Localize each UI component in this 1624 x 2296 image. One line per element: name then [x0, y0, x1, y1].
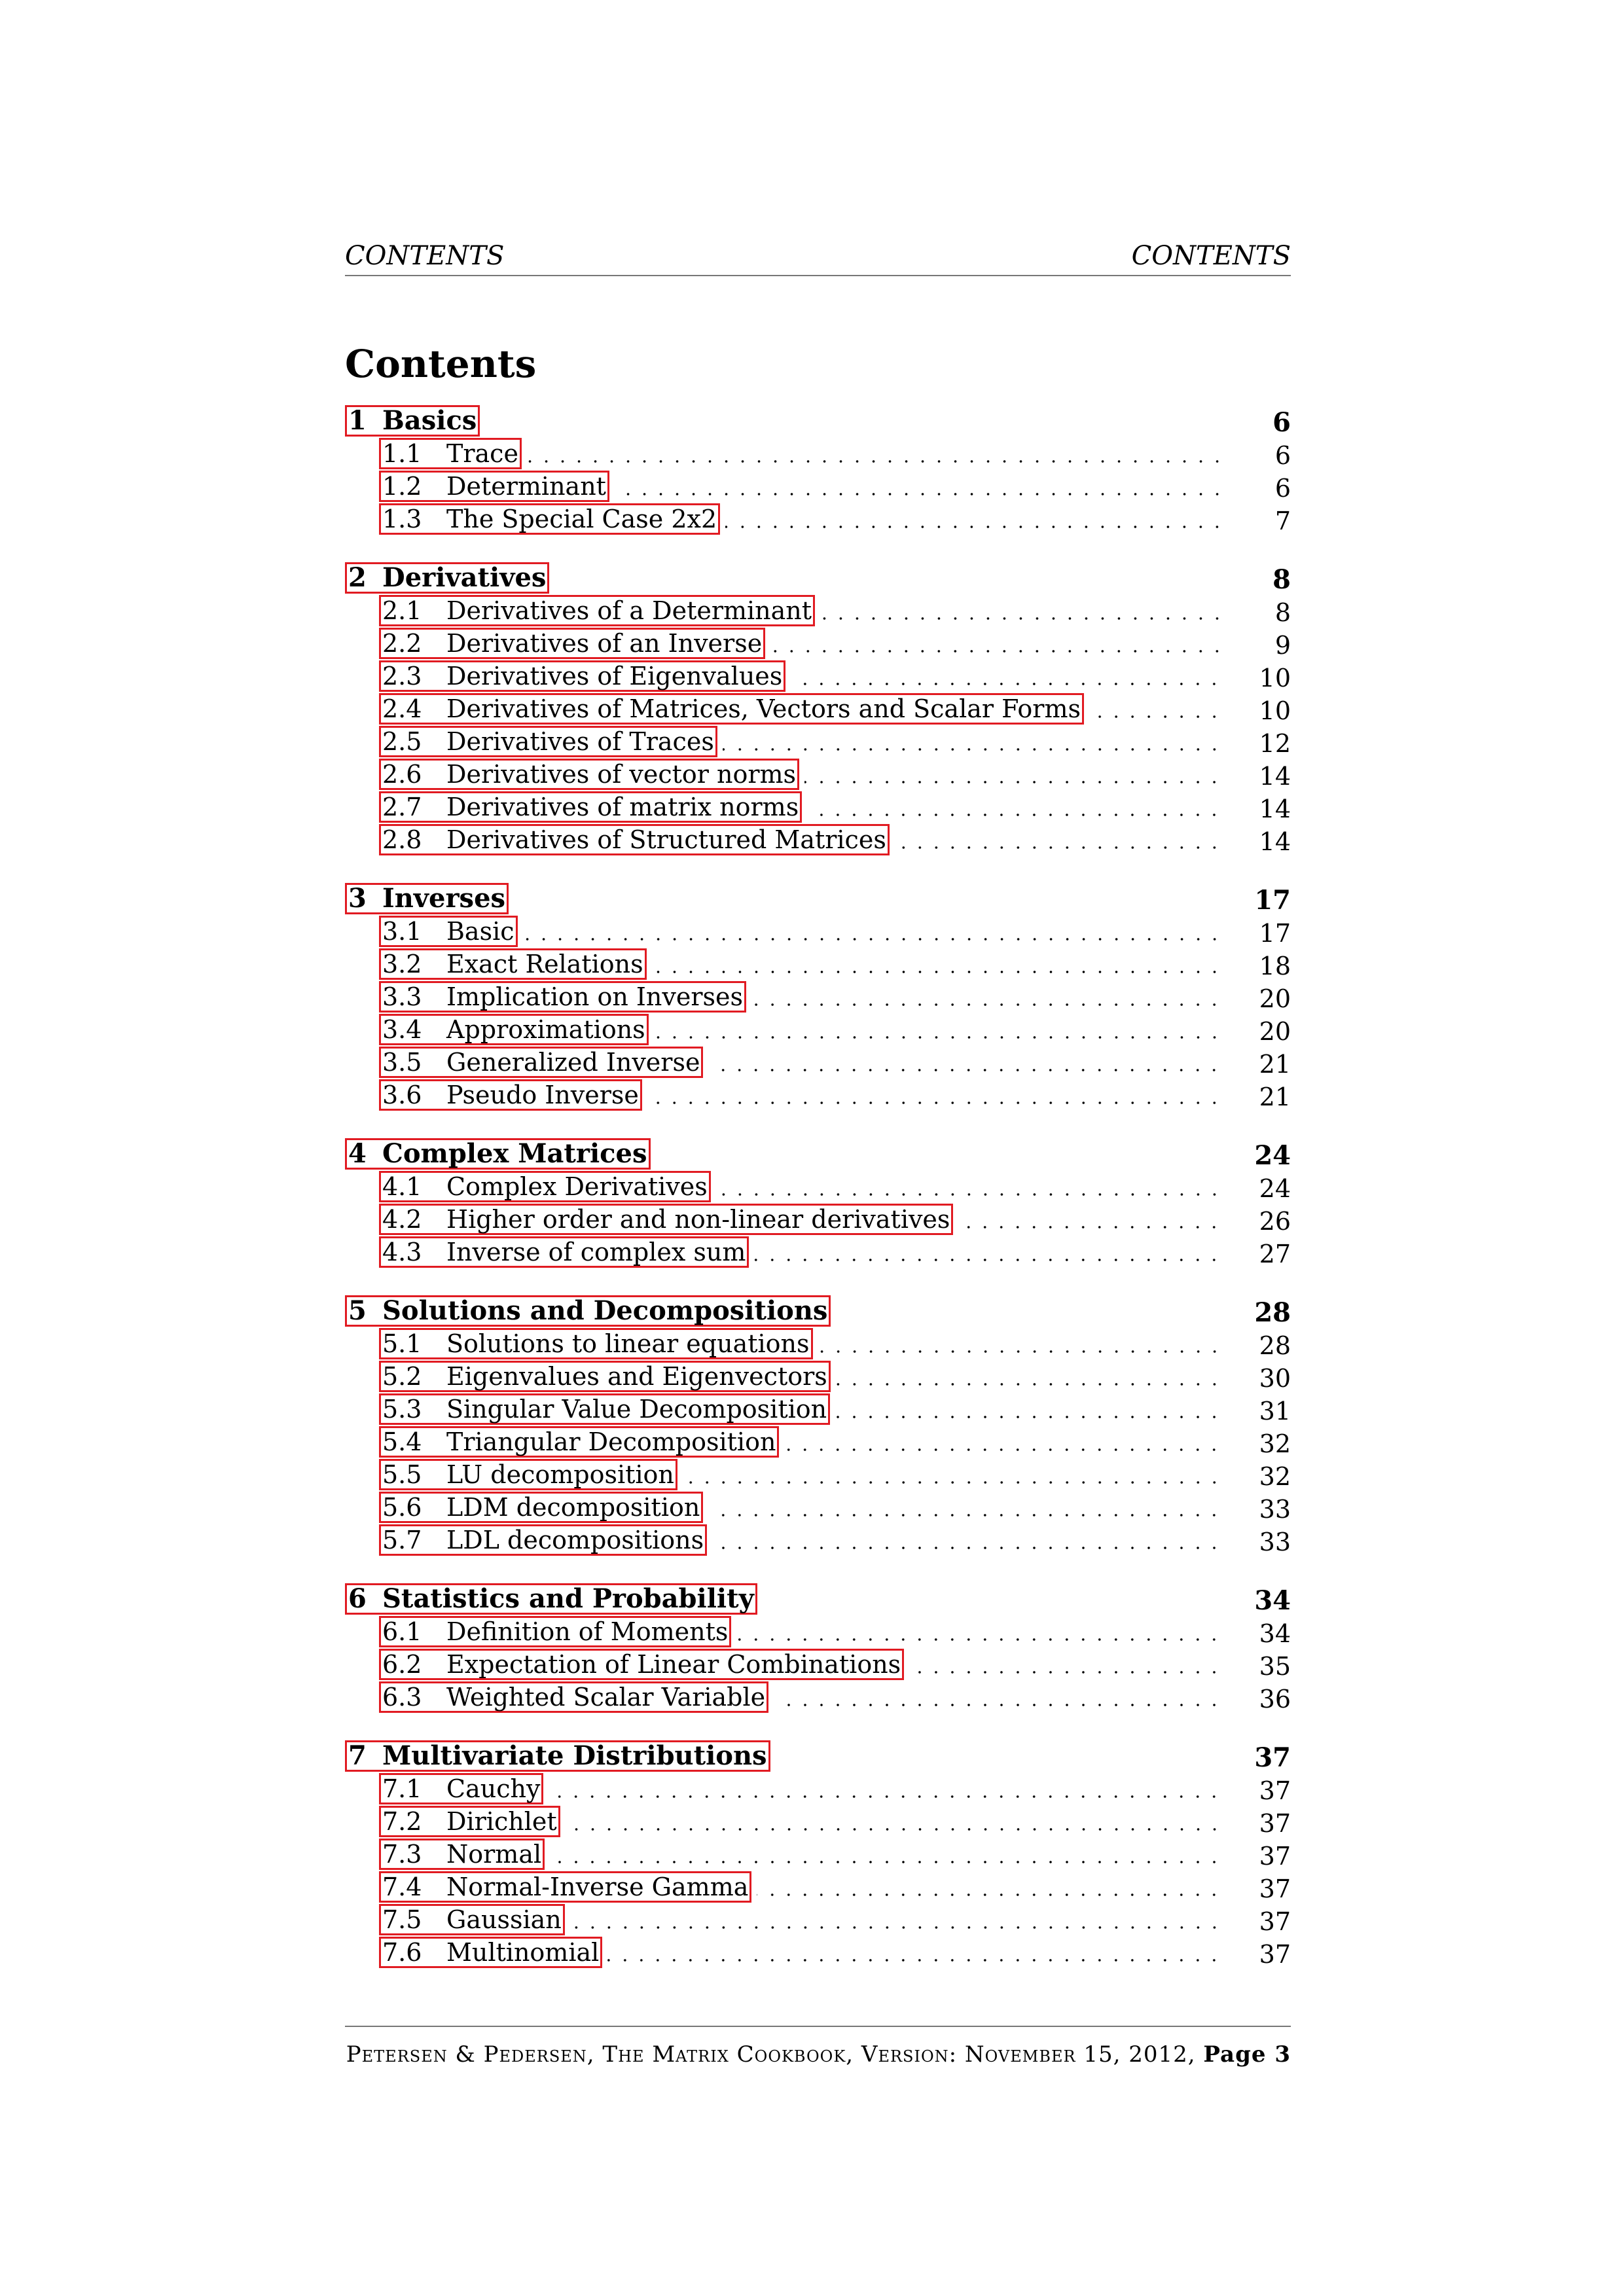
chapter-number: 4 [348, 1138, 367, 1169]
section-number: 7.4 [382, 1873, 422, 1901]
section-page-number: 24 [1259, 1174, 1291, 1203]
section-title: Normal-Inverse Gamma [446, 1873, 749, 1901]
section-number: 1.2 [382, 472, 422, 501]
chapter-title: Complex Matrices [382, 1138, 647, 1169]
toc-section-link[interactable] [379, 759, 799, 790]
chapter-number: 2 [348, 562, 367, 593]
chapter-number: 1 [348, 405, 367, 436]
section-title: Singular Value Decomposition [446, 1395, 827, 1424]
toc-chapter [345, 1582, 1291, 1713]
dot-leader [527, 460, 1225, 463]
section-title: Definition of Moments [446, 1617, 729, 1646]
section-number: 2.8 [382, 825, 422, 854]
toc-section-link[interactable] [379, 1014, 649, 1045]
toc-section-row [345, 1359, 1291, 1392]
toc-chapter-link[interactable] [345, 1583, 757, 1615]
toc-section-row [345, 594, 1291, 626]
toc-section-row [345, 823, 1291, 855]
section-page-number: 12 [1259, 729, 1291, 758]
toc-section-link[interactable] [379, 1904, 565, 1935]
chapter-title: Solutions and Decompositions [382, 1295, 828, 1326]
toc-section-link[interactable] [379, 1393, 830, 1425]
toc-section-row [345, 626, 1291, 659]
dot-leader [723, 748, 1223, 751]
toc-section-link[interactable] [379, 1649, 904, 1680]
dot-leader [654, 1036, 1223, 1039]
section-title: Expectation of Linear Combinations [446, 1650, 901, 1679]
section-number: 3.1 [382, 917, 422, 946]
section-number: 2.3 [382, 662, 422, 691]
section-page-number: 20 [1259, 984, 1291, 1013]
section-number: 2.2 [382, 629, 422, 658]
dot-leader [607, 1959, 1222, 1962]
toc-section-link[interactable] [379, 1524, 707, 1556]
toc-section-link[interactable] [379, 1871, 751, 1903]
toc-section-row [345, 1523, 1291, 1556]
section-number: 4.1 [382, 1172, 422, 1201]
toc-chapter-link[interactable] [345, 883, 509, 914]
toc-section-link[interactable] [379, 1937, 602, 1968]
section-number: 2.5 [382, 727, 422, 756]
toc-section-row [345, 502, 1291, 535]
section-number: 5.2 [382, 1362, 422, 1391]
dot-leader [770, 650, 1225, 653]
section-page-number: 14 [1259, 795, 1291, 823]
toc-chapter [345, 1137, 1291, 1268]
section-title: Eigenvalues and Eigenvectors [446, 1362, 827, 1391]
section-page-number: 30 [1259, 1364, 1291, 1393]
dot-leader [835, 1416, 1223, 1418]
dot-leader [570, 1926, 1223, 1929]
toc-section-link[interactable] [379, 824, 890, 855]
section-page-number: 6 [1274, 441, 1291, 470]
toc-section-row [345, 1903, 1291, 1935]
page-title: Contents [345, 342, 537, 386]
section-page-number: 18 [1259, 952, 1291, 980]
section-number: 5.5 [382, 1460, 422, 1489]
toc-section-row [345, 1837, 1291, 1870]
chapter-page-number: 34 [1254, 1585, 1291, 1616]
section-number: 7.1 [382, 1774, 422, 1803]
dot-leader [1089, 715, 1223, 718]
dot-leader [895, 846, 1223, 849]
section-page-number: 31 [1259, 1397, 1291, 1426]
section-page-number: 21 [1259, 1083, 1291, 1111]
section-page-number: 17 [1259, 919, 1291, 948]
toc-section-row [345, 1490, 1291, 1523]
section-number: 7.6 [382, 1938, 422, 1967]
section-number: 6.3 [382, 1683, 422, 1712]
section-number: 7.5 [382, 1905, 422, 1934]
section-number: 2.4 [382, 694, 422, 723]
section-title: LDM decomposition [446, 1493, 700, 1522]
toc-section-link[interactable] [379, 1426, 779, 1458]
toc-section-link[interactable] [379, 1773, 543, 1804]
chapter-number: 6 [348, 1583, 367, 1614]
section-title: Triangular Decomposition [446, 1427, 776, 1456]
section-number: 3.4 [382, 1015, 422, 1044]
chapter-page-number: 28 [1254, 1297, 1291, 1328]
dot-leader [757, 1893, 1222, 1896]
section-number: 4.2 [382, 1205, 422, 1234]
footer-text: Petersen & Pedersen, The Matrix Cookbook, Version: November 15, 2012, [346, 2041, 1196, 2068]
dot-leader [615, 493, 1225, 495]
toc-section-row [345, 1013, 1291, 1045]
toc-section-link[interactable] [379, 1171, 711, 1202]
toc-section-link[interactable] [379, 1204, 953, 1235]
section-title: Derivatives of matrix norms [446, 793, 799, 821]
section-number: 7.3 [382, 1840, 422, 1869]
section-title: Derivatives of a Determinant [446, 596, 812, 625]
section-title: LU decomposition [446, 1460, 674, 1489]
toc-section-link[interactable] [379, 595, 815, 626]
dot-leader [807, 814, 1222, 816]
section-number: 1.3 [382, 505, 422, 533]
toc-section-link[interactable] [379, 628, 765, 659]
chapter-number: 7 [348, 1740, 367, 1771]
section-title: Trace [446, 439, 518, 468]
section-title: Inverse of complex sum [446, 1238, 746, 1266]
dot-leader [550, 1861, 1223, 1863]
toc-chapter-row [345, 404, 1291, 437]
dot-leader [708, 1514, 1222, 1516]
footer-page-number: Page 3 [1203, 2041, 1291, 2068]
toc-section-row [345, 1772, 1291, 1804]
section-title: Derivatives of vector norms [446, 760, 797, 789]
toc-chapter-link[interactable] [345, 1138, 651, 1170]
toc-section-row [345, 757, 1291, 790]
section-number: 2.1 [382, 596, 422, 625]
toc-section-row [345, 1235, 1291, 1268]
section-number: 6.2 [382, 1650, 422, 1679]
table-of-contents [345, 404, 1291, 1968]
section-page-number: 28 [1259, 1331, 1291, 1360]
chapter-title: Derivatives [382, 562, 547, 593]
section-title: Derivatives of Structured Matrices [446, 825, 886, 854]
toc-section-link[interactable] [379, 503, 720, 535]
toc-chapter-link[interactable] [345, 1295, 831, 1327]
section-title: Higher order and non-linear derivatives [446, 1205, 950, 1234]
section-page-number: 37 [1259, 1907, 1291, 1936]
toc-section-link[interactable] [379, 981, 746, 1013]
toc-section-row [345, 1425, 1291, 1458]
toc-section-row [345, 1458, 1291, 1490]
toc-section-row [345, 1615, 1291, 1647]
dot-leader [754, 1259, 1222, 1261]
toc-chapter [345, 1294, 1291, 1556]
toc-section-row [345, 1327, 1291, 1359]
dot-leader [708, 1069, 1222, 1071]
toc-section-row [345, 1804, 1291, 1837]
section-number: 5.7 [382, 1526, 422, 1554]
toc-section-link[interactable] [379, 1328, 813, 1359]
toc-section-link[interactable] [379, 948, 647, 980]
section-page-number: 33 [1259, 1495, 1291, 1524]
section-title: Exact Relations [446, 950, 643, 978]
header-left: CONTENTS [345, 241, 505, 271]
section-number: 7.2 [382, 1807, 422, 1836]
toc-section-row [345, 1170, 1291, 1202]
chapter-page-number: 6 [1272, 407, 1291, 438]
section-number: 3.3 [382, 982, 422, 1011]
section-number: 1.1 [382, 439, 422, 468]
section-page-number: 33 [1259, 1528, 1291, 1556]
section-title: Cauchy [446, 1774, 541, 1803]
toc-section-row [345, 790, 1291, 823]
dot-leader [958, 1226, 1222, 1229]
section-title: Generalized Inverse [446, 1048, 700, 1077]
section-page-number: 32 [1259, 1462, 1291, 1491]
section-number: 5.4 [382, 1427, 422, 1456]
toc-section-link[interactable] [379, 1616, 731, 1647]
toc-chapter-row [345, 561, 1291, 594]
section-title: Approximations [446, 1015, 645, 1044]
toc-section-row [345, 692, 1291, 725]
section-page-number: 7 [1274, 507, 1291, 535]
section-page-number: 10 [1259, 664, 1291, 692]
header-right: CONTENTS [1131, 241, 1291, 271]
dot-leader [647, 1102, 1223, 1104]
toc-section-row [345, 1870, 1291, 1903]
toc-section-row [345, 1078, 1291, 1111]
toc-section-link[interactable] [379, 1047, 703, 1078]
toc-section-link[interactable] [379, 1079, 642, 1111]
section-page-number: 26 [1259, 1207, 1291, 1236]
toc-section-link[interactable] [379, 1236, 749, 1268]
section-page-number: 20 [1259, 1017, 1291, 1046]
section-page-number: 21 [1259, 1050, 1291, 1079]
toc-chapter [345, 561, 1291, 855]
section-title: Derivatives of an Inverse [446, 629, 763, 658]
dot-leader [820, 617, 1225, 620]
chapter-page-number: 24 [1254, 1140, 1291, 1171]
section-number: 3.2 [382, 950, 422, 978]
toc-chapter [345, 1739, 1291, 1968]
dot-leader [751, 1003, 1223, 1006]
section-title: Multinomial [446, 1938, 600, 1967]
section-title: Solutions to linear equations [446, 1329, 810, 1358]
toc-section-link[interactable] [379, 660, 785, 692]
toc-chapter-row [345, 1582, 1291, 1615]
toc-chapter-link[interactable] [345, 405, 480, 437]
toc-chapter [345, 882, 1291, 1111]
toc-section-row [345, 1392, 1291, 1425]
section-title: Implication on Inverses [446, 982, 743, 1011]
toc-section-row [345, 1935, 1291, 1968]
section-title: Basic [446, 917, 514, 946]
running-header [345, 236, 1291, 276]
section-title: Weighted Scalar Variable [446, 1683, 766, 1712]
dot-leader [652, 971, 1223, 973]
chapter-page-number: 37 [1254, 1742, 1291, 1773]
toc-chapter-row [345, 882, 1291, 914]
section-title: LDL decompositions [446, 1526, 704, 1554]
dot-leader [909, 1671, 1222, 1674]
chapter-number: 3 [348, 883, 367, 914]
dot-leader [836, 1383, 1223, 1386]
section-page-number: 9 [1274, 631, 1291, 660]
toc-section-row [345, 980, 1291, 1013]
dot-leader [712, 1547, 1222, 1549]
toc-section-link[interactable] [379, 1459, 677, 1490]
toc-section-link[interactable] [379, 1681, 768, 1713]
toc-section-link[interactable] [379, 726, 717, 757]
toc-section-row [345, 725, 1291, 757]
toc-section-row [345, 469, 1291, 502]
section-number: 3.6 [382, 1081, 422, 1109]
section-title: Derivatives of Eigenvalues [446, 662, 783, 691]
toc-section-row [345, 659, 1291, 692]
chapter-page-number: 8 [1272, 564, 1291, 595]
section-page-number: 14 [1259, 762, 1291, 791]
section-page-number: 8 [1274, 598, 1291, 627]
dot-leader [725, 526, 1225, 528]
section-page-number: 37 [1259, 1874, 1291, 1903]
section-title: Dirichlet [446, 1807, 557, 1836]
section-number: 5.3 [382, 1395, 422, 1424]
section-number: 3.5 [382, 1048, 422, 1077]
chapter-title: Basics [382, 405, 477, 436]
toc-section-row [345, 914, 1291, 947]
section-page-number: 27 [1259, 1240, 1291, 1268]
toc-chapter-link[interactable] [345, 562, 549, 594]
section-title: Complex Derivatives [446, 1172, 708, 1201]
section-title: Pseudo Inverse [446, 1081, 639, 1109]
chapter-page-number: 17 [1254, 885, 1291, 916]
dot-leader [774, 1704, 1223, 1706]
toc-section-link[interactable] [379, 1839, 545, 1870]
section-page-number: 35 [1259, 1652, 1291, 1681]
section-page-number: 37 [1259, 1940, 1291, 1969]
toc-section-link[interactable] [379, 693, 1084, 725]
toc-section-link[interactable] [379, 791, 802, 823]
toc-section-link[interactable] [379, 471, 609, 502]
section-title: The Special Case 2x2 [446, 505, 717, 533]
toc-section-link[interactable] [379, 916, 518, 947]
toc-section-row [345, 1045, 1291, 1078]
section-number: 2.6 [382, 760, 422, 789]
section-page-number: 37 [1259, 1809, 1291, 1838]
dot-leader [549, 1795, 1222, 1798]
document-page [345, 236, 1291, 1994]
section-title: Determinant [446, 472, 606, 501]
dot-leader [804, 781, 1223, 783]
section-number: 5.6 [382, 1493, 422, 1522]
section-title: Normal [446, 1840, 542, 1869]
section-title: Gaussian [446, 1905, 562, 1934]
dot-leader [716, 1193, 1223, 1196]
dot-leader [818, 1350, 1223, 1353]
section-number: 2.7 [382, 793, 422, 821]
section-page-number: 10 [1259, 696, 1291, 725]
toc-section-row [345, 947, 1291, 980]
dot-leader [791, 683, 1222, 685]
section-number: 5.1 [382, 1329, 422, 1358]
section-number: 6.1 [382, 1617, 422, 1646]
section-number: 4.3 [382, 1238, 422, 1266]
toc-section-row [345, 1202, 1291, 1235]
chapter-number: 5 [348, 1295, 367, 1326]
toc-section-link[interactable] [379, 1806, 560, 1837]
section-page-number: 37 [1259, 1776, 1291, 1805]
section-page-number: 14 [1259, 827, 1291, 856]
toc-section-row [345, 1647, 1291, 1680]
section-page-number: 6 [1274, 474, 1291, 503]
section-page-number: 36 [1259, 1685, 1291, 1713]
toc-section-link[interactable] [379, 1361, 831, 1392]
toc-section-link[interactable] [379, 1492, 703, 1523]
dot-leader [566, 1828, 1223, 1831]
dot-leader [523, 938, 1223, 941]
section-page-number: 37 [1259, 1842, 1291, 1871]
toc-chapter [345, 404, 1291, 535]
page-footer [345, 2026, 1291, 2068]
chapter-title: Statistics and Probability [382, 1583, 754, 1614]
toc-section-row [345, 437, 1291, 469]
dot-leader [784, 1448, 1222, 1451]
dot-leader [683, 1481, 1223, 1484]
toc-chapter-link[interactable] [345, 1740, 770, 1772]
toc-chapter-row [345, 1137, 1291, 1170]
toc-section-link[interactable] [379, 438, 522, 469]
toc-chapter-row [345, 1294, 1291, 1327]
section-title: Derivatives of Traces [446, 727, 714, 756]
section-title: Derivatives of Matrices, Vectors and Scalar Forms [446, 694, 1081, 723]
chapter-title: Multivariate Distributions [382, 1740, 767, 1771]
dot-leader [736, 1638, 1222, 1641]
section-page-number: 34 [1259, 1619, 1291, 1648]
chapter-title: Inverses [382, 883, 506, 914]
toc-chapter-row [345, 1739, 1291, 1772]
toc-section-row [345, 1680, 1291, 1713]
section-page-number: 32 [1259, 1429, 1291, 1458]
